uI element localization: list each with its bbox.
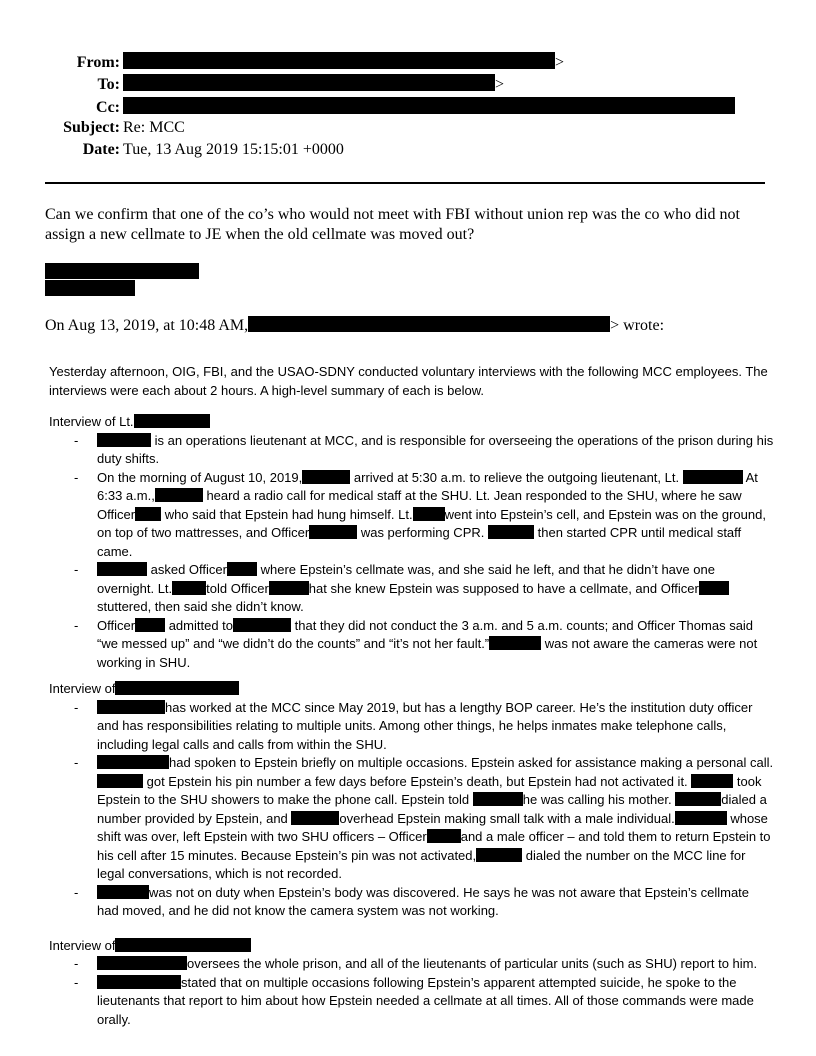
- angle-bracket: >: [495, 76, 505, 94]
- bullet-text: heard a radio call for medical staff at the SHU. Lt. Jean responded to the SHU, where he saw Officer: [97, 488, 742, 522]
- redaction-bar: [135, 618, 165, 632]
- redaction-bar: [97, 755, 169, 769]
- question-text: Can we confirm that one of the co’s who would not meet with FBI without union rep was the co who did not assign a new cellmate to JE when the old cellmate was moved out?: [45, 206, 740, 243]
- redaction-bar: [115, 938, 251, 952]
- bullet-item: [49, 754, 774, 884]
- redaction-bar: [675, 811, 727, 825]
- bullet-dash: -: [74, 884, 79, 900]
- bullet-text: At 6:33 a.m.,: [97, 469, 758, 503]
- redaction-bar: [691, 774, 733, 788]
- interview-3: [49, 937, 774, 1030]
- redaction-bar: [683, 470, 743, 484]
- cc-label: Cc:: [96, 98, 120, 116]
- email-header: [40, 52, 735, 163]
- interview-2-heading: [49, 680, 774, 699]
- bullet-text: hat she knew Epstein was supposed to have a cellmate, and Officer: [308, 580, 699, 596]
- bullet-dash: -: [74, 699, 79, 715]
- bullet-item: [49, 617, 774, 673]
- signature-block: [45, 263, 770, 296]
- bullet-text: was not aware the cameras were not working in SHU.: [97, 636, 758, 670]
- redaction-bar: [135, 507, 161, 521]
- redaction-bar: [699, 581, 729, 595]
- to-row: [40, 74, 735, 96]
- redaction-bar: [248, 316, 610, 332]
- interview-1-heading: [49, 413, 774, 432]
- redaction-bar: [97, 562, 147, 576]
- bullet-dash: -: [74, 956, 79, 971]
- bullet-dash: -: [74, 469, 79, 485]
- redaction-bar: [45, 263, 199, 279]
- intro-paragraph: Yesterday afternoon, OIG, FBI, and the USAO-SDNY conducted voluntary interviews with the following MCC employees. The interviews were each about 2 hours. A high-level summary of each is below.: [49, 364, 768, 398]
- redaction-bar: [134, 414, 210, 428]
- bullet-text: stated that on multiple occasions following Epstein’s apparent attempted suicide, he spoke to the lieutenants that report to him about how Epstein needed a cellmate at all times. All of those commands were made orally.: [97, 974, 754, 1027]
- redaction-bar: [123, 97, 735, 114]
- bullet-text: was not on duty when Epstein’s body was discovered. He says he was not aware that Epstein’s cellmate had moved, and he did not know the camera system was not working.: [97, 884, 750, 918]
- subject-value: Re: MCC: [123, 118, 185, 136]
- reply-body: [45, 205, 770, 336]
- redaction-bar: [489, 636, 541, 650]
- bullet-text: then started CPR until medical staff came.: [97, 525, 742, 559]
- from-label: From:: [76, 54, 120, 71]
- bullet-text: Officer: [97, 617, 136, 633]
- redaction-bar: [155, 488, 203, 502]
- subject-label: Subject:: [63, 118, 120, 136]
- heading-text: Interview of: [49, 681, 116, 696]
- header-divider: [45, 182, 765, 184]
- bullet-text: dialed a number provided by Epstein, and: [97, 792, 767, 826]
- bullet-text: that they did not conduct the 3 a.m. and 5 a.m. counts; and Officer Thomas said “we messed up” and “we didn’t do the counts” and “it’s not her fault.”: [97, 617, 754, 651]
- redaction-bar: [476, 848, 522, 862]
- from-row: [40, 52, 735, 74]
- redaction-bar: [97, 774, 143, 788]
- bullet-dash: -: [74, 617, 79, 633]
- redaction-bar: [302, 470, 350, 484]
- bullet-dash: -: [74, 974, 79, 990]
- date-label: Date:: [82, 141, 120, 159]
- redaction-bar: [269, 581, 309, 595]
- interview-3-heading: [49, 937, 774, 956]
- redaction-bar: [488, 525, 534, 539]
- bullet-text: had spoken to Epstein briefly on multiple occasions. Epstein asked for assistance making a personal call.: [169, 755, 774, 770]
- redaction-bar: [97, 700, 165, 714]
- redaction-bar: [427, 829, 461, 843]
- redaction-bar: [675, 792, 721, 806]
- bullet-text: went into Epstein’s cell, and Epstein was on the ground, on top of two mattresses, and Officer: [97, 506, 766, 540]
- redaction-bar: [172, 581, 206, 595]
- bullet-text: is an operations lieutenant at MCC, and is responsible for overseeing the operations of the prison during his duty shifts.: [97, 432, 774, 466]
- bullet-text: where Epstein’s cellmate was, and she said he left, and that he didn’t have one overnight. Lt.: [97, 562, 715, 596]
- bullet-text: was performing CPR.: [360, 525, 485, 540]
- bullet-text: whose shift was over, left Epstein with two SHU officers – Officer: [97, 810, 768, 844]
- heading-text: Interview of Lt.: [49, 414, 134, 429]
- bullet-text: took Epstein to the SHU showers to make the phone call. Epstein told: [97, 773, 762, 807]
- redaction-bar: [233, 618, 291, 632]
- bullet-text: he was calling his mother.: [522, 792, 672, 807]
- reply-intro-suffix: > wrote:: [610, 317, 665, 334]
- bullet-item: [49, 955, 774, 974]
- reply-intro-prefix: On Aug 13, 2019, at 10:48 AM,: [45, 317, 249, 334]
- bullet-text: told Officer: [206, 580, 269, 596]
- redaction-bar: [115, 681, 239, 695]
- bullet-dash: -: [74, 755, 79, 770]
- bullet-text: and a male officer – and told them to return Epstein to his cell after 15 minutes. Because Epstein’s pin was not activated,: [97, 829, 771, 863]
- bullet-text: has worked at the MCC since May 2019, but has a lengthy BOP career. He’s the institution duty officer and has responsibilities relating to multiple units. Among other things, he helps inmates make telephone calls, including legal calls and calls from within the SHU.: [97, 699, 753, 752]
- bullet-item: [49, 699, 774, 755]
- bullet-item: [49, 561, 774, 617]
- reply-intro: [45, 316, 770, 336]
- redaction-bar: [97, 975, 181, 989]
- bullet-text: dialed the number on the MCC line for legal conversations, which is not recorded.: [97, 847, 746, 881]
- bullet-text: overhead Epstein making small talk with a male individual.: [339, 810, 675, 826]
- redaction-bar: [45, 280, 135, 296]
- redaction-bar: [97, 956, 187, 970]
- angle-bracket: >: [555, 54, 565, 71]
- redaction-bar: [123, 52, 555, 69]
- interview-1: [49, 413, 774, 672]
- bullet-item: [49, 469, 774, 562]
- to-label: To:: [97, 76, 120, 94]
- redaction-bar: [413, 507, 445, 521]
- bullet-text: who said that Epstein had hung himself. Lt.: [164, 506, 413, 522]
- bullet-item: [49, 884, 774, 921]
- bullet-text: On the morning of August 10, 2019,: [97, 469, 303, 485]
- date-row: [40, 141, 735, 163]
- subject-row: [40, 119, 735, 141]
- redaction-bar: [97, 885, 149, 899]
- cc-row: [40, 97, 735, 119]
- redaction-bar: [97, 433, 151, 447]
- forwarded-summary: [49, 363, 774, 1029]
- bullet-text: oversees the whole prison, and all of the lieutenants of particular units (such as SHU) report to him.: [187, 956, 758, 971]
- bullet-item: [49, 432, 774, 469]
- bullet-item: [49, 974, 774, 1030]
- bullet-dash: -: [74, 432, 79, 448]
- bullet-text: arrived at 5:30 a.m. to relieve the outgoing lieutenant, Lt.: [353, 469, 680, 485]
- redaction-bar: [309, 525, 357, 539]
- redaction-bar: [291, 811, 339, 825]
- redaction-bar: [473, 792, 523, 806]
- bullet-text: got Epstein his pin number a few days before Epstein’s death, but Epstein had not activated it.: [146, 773, 688, 789]
- redaction-bar: [123, 74, 495, 91]
- heading-text: Interview of: [49, 937, 116, 953]
- bullet-text: stuttered, then said she didn’t know.: [97, 599, 304, 614]
- bullet-text: admitted to: [168, 617, 234, 633]
- date-value: Tue, 13 Aug 2019 15:15:01 +0000: [123, 141, 344, 159]
- bullet-dash: -: [74, 562, 79, 577]
- bullet-text: asked Officer: [150, 562, 227, 577]
- interview-2: [49, 680, 774, 921]
- redaction-bar: [227, 562, 257, 576]
